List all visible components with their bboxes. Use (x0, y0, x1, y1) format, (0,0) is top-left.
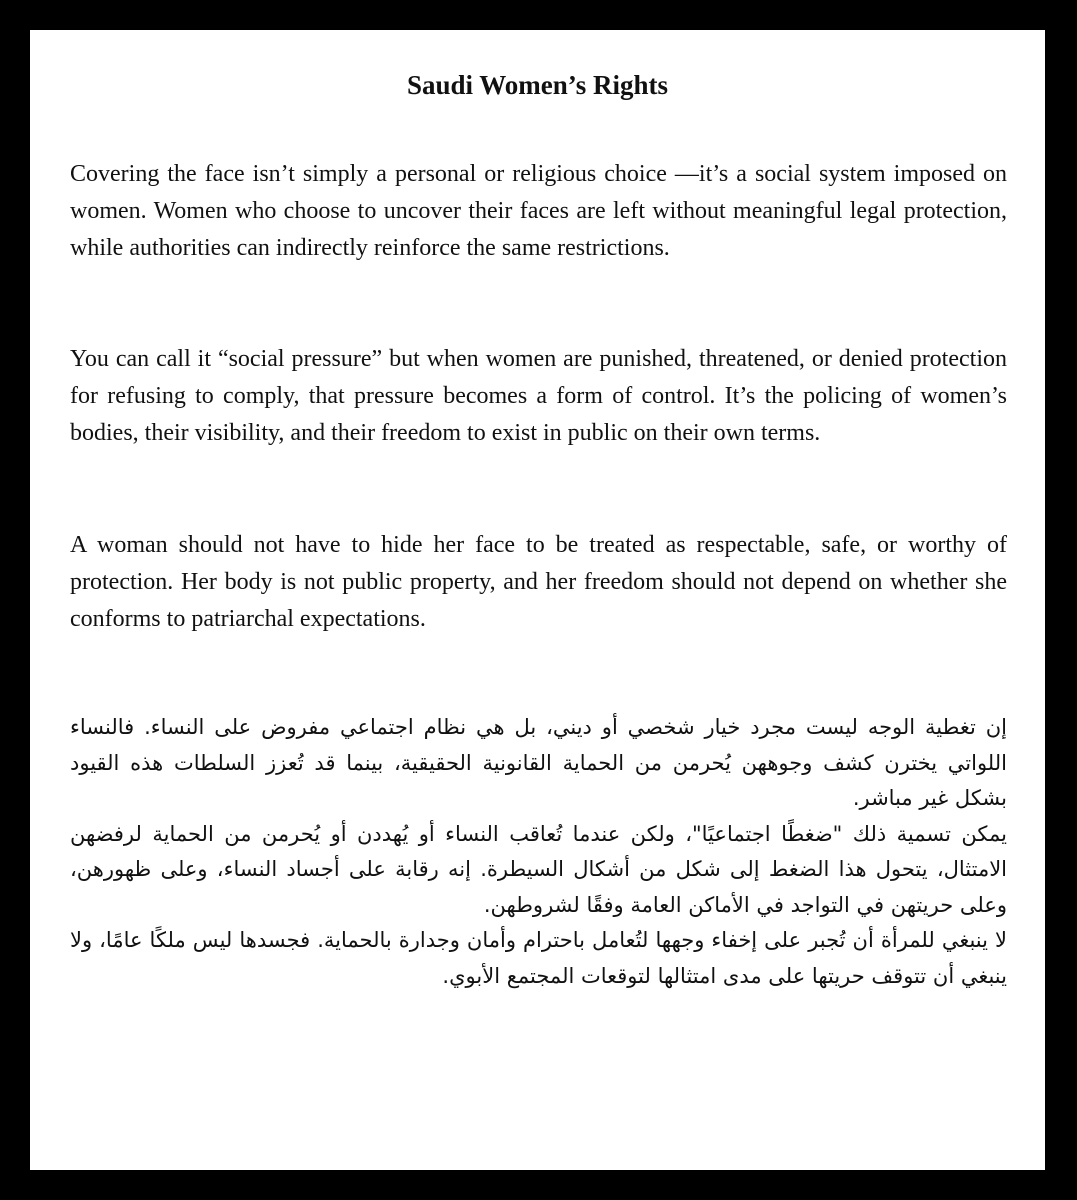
english-paragraph-3: A woman should not have to hide her face to be treated as respectable, safe, or worthy of protection. Her body is not public property, and her freedom should not depend on whether she conforms to patriarchal expectations. (70, 532, 1007, 632)
arabic-paragraph-1: إن تغطية الوجه ليست مجرد خيار شخصي أو ديني، بل هي نظام اجتماعي مفروض على النساء. فالنساء اللواتي يخترن كشف وجوههن يُحرمن من الحماية القانونية الحقيقية، بينما قد تُعزز السلطات هذه القيود بشكل غير مباشر. (70, 715, 1007, 810)
document-title: Saudi Women’s Rights (406, 70, 669, 100)
arabic-text-block (70, 710, 1007, 994)
english-paragraph-1: Covering the face isn’t simply a personal or religious choice —it’s a social system imposed on women. Women who choose to uncover their faces are left without meaningful legal protection, while authorities can indirectly reinforce the same restrictions. (70, 161, 1007, 261)
english-paragraph-2: You can call it “social pressure” but when women are punished, threatened, or denied protection for refusing to comply, that pressure becomes a form of control. It’s the policing of women’s bodies, their visibility, and their freedom to exist in public on their own terms. (70, 346, 1007, 446)
document-page (30, 30, 1045, 1170)
arabic-paragraph-2: يمكن تسمية ذلك "ضغطًا اجتماعيًا"، ولكن عندما تُعاقب النساء أو يُهددن أو يُحرمن من الحماية لرفضهن الامتثال، يتحول هذا الضغط إلى شكل من أشكال السيطرة. إنه رقابة على أجساد النساء، وعلى ظهورهن، وعلى حريتهن في التواجد في الأماكن العامة وفقًا لشروطهن. (70, 821, 1007, 917)
arabic-paragraph-3: لا ينبغي للمرأة أن تُجبر على إخفاء وجهها لتُعامل باحترام وأمان وجدارة بالحماية. فجسدها ليس ملكًا عامًا، ولا ينبغي أن تتوقف حريتها على مدى امتثالها لتوقعات المجتمع الأبوي. (70, 928, 1007, 988)
